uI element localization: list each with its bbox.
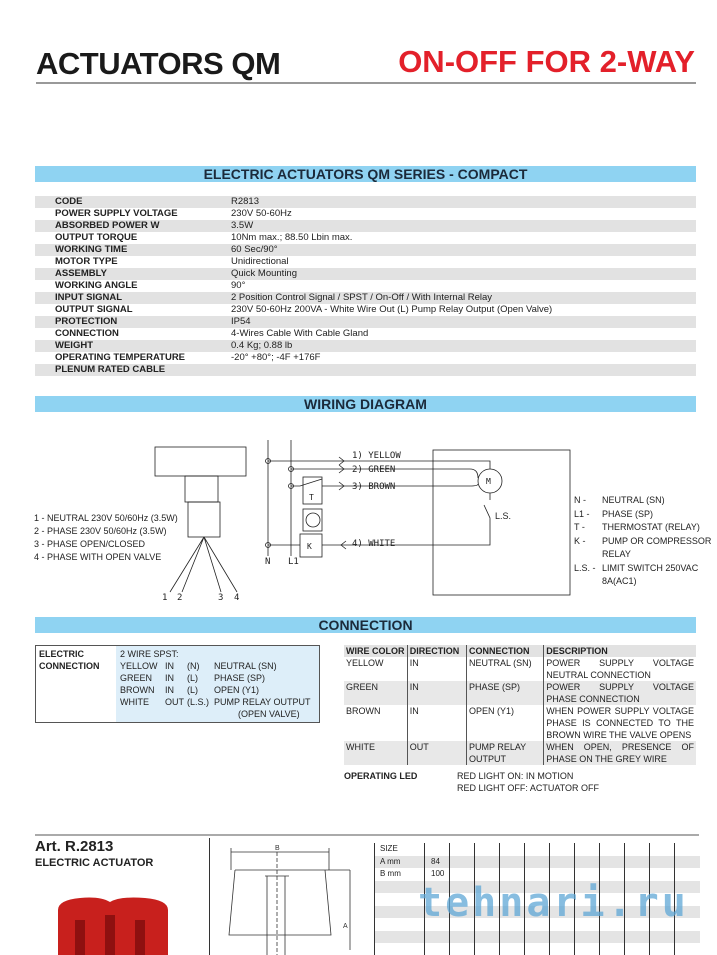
- spec-value: IP54: [231, 316, 251, 327]
- wire-table-cell: OUT: [407, 741, 466, 765]
- wire-table: [344, 645, 696, 765]
- pump-icon: [306, 513, 320, 527]
- symbol-key: K -: [574, 535, 586, 546]
- symbol-key: L1 -: [574, 508, 590, 519]
- wire-table-cell: YELLOW: [346, 658, 384, 668]
- size-table-row: [374, 868, 700, 880]
- wire-table-cell: BROWN: [346, 706, 381, 716]
- connection-cell: (L): [187, 685, 198, 695]
- wire-number-4: 4: [234, 593, 240, 603]
- wire-table-cell: GREEN: [344, 681, 407, 705]
- spec-key: ABSORBED POWER W: [55, 220, 160, 231]
- size-value: 84: [431, 856, 440, 866]
- spec-value: Unidirectional: [231, 256, 289, 267]
- connection-cell: GREEN: [120, 673, 153, 683]
- size-key: B mm: [380, 869, 401, 878]
- spec-key: CONNECTION: [55, 328, 119, 339]
- connection-line: [120, 684, 311, 696]
- symbol-legend-item: [574, 508, 711, 522]
- dimension-b-label: B: [275, 845, 280, 852]
- actuator-head-shape: [155, 447, 246, 476]
- actuator-wires: [170, 537, 237, 592]
- symbol-key: N -: [574, 495, 586, 505]
- wire-table-cell: POWER SUPPLY VOLTAGE PHASE CONNECTION: [544, 681, 696, 705]
- spec-key: POWER SUPPLY VOLTAGE: [55, 208, 178, 219]
- watermark: tehnari.ru: [418, 880, 689, 926]
- wire-legend-item: 3 - PHASE OPEN/CLOSED: [34, 539, 146, 549]
- connection-cell: WHITE: [120, 697, 149, 707]
- spec-value: R2813: [231, 196, 259, 207]
- wire-table-row: [344, 705, 696, 741]
- divider: [35, 834, 699, 836]
- column-header: CONNECTION: [467, 645, 544, 657]
- divider: [209, 838, 210, 955]
- wire-legend-item: 2 - PHASE 230V 50/60Hz (3.5W): [34, 526, 167, 536]
- spec-key: WORKING ANGLE: [55, 280, 138, 291]
- connection-heading: 2 WIRE SPST:: [120, 649, 179, 659]
- connection-cell: BROWN: [120, 685, 155, 695]
- page-title: ACTUATORS QM: [36, 46, 281, 81]
- actuator-neck-shape: [185, 476, 218, 502]
- actuator-cable-gland-shape: [188, 502, 220, 537]
- connection-line: [120, 660, 311, 672]
- connection-cell: OUT: [165, 697, 184, 707]
- connection-cell: IN: [165, 685, 174, 695]
- wire-label-green: 2) GREEN: [352, 465, 396, 475]
- wire-table-row: [344, 741, 696, 765]
- wire-number-3: 3: [218, 593, 224, 603]
- spec-key: OUTPUT TORQUE: [55, 232, 138, 243]
- spec-value: 10Nm max.; 88.50 Lbin max.: [231, 232, 353, 243]
- led-off-text: RED LIGHT OFF: ACTUATOR OFF: [457, 783, 600, 793]
- symbol-legend-item: [574, 562, 711, 576]
- symbol-key: L.S. -: [574, 562, 596, 573]
- connection-cell: PUMP RELAY OUTPUT: [214, 697, 311, 707]
- spec-key: MOTOR TYPE: [55, 256, 118, 267]
- wire-legend-item: 1 - NEUTRAL 230V 50/60Hz (3.5W): [34, 513, 178, 523]
- dimension-drawing: [225, 840, 365, 955]
- symbol-legend: [574, 494, 711, 589]
- wiring-section-header: WIRING DIAGRAM: [35, 396, 696, 412]
- phase-label: L1: [288, 557, 299, 567]
- size-table-row: [374, 931, 700, 943]
- wire-table-cell: PUMP RELAY OUTPUT: [467, 741, 544, 765]
- spec-value: 90°: [231, 280, 246, 291]
- spec-key: PROTECTION: [55, 316, 118, 327]
- relay-label: K: [307, 542, 312, 551]
- spec-value: 3.5W: [231, 220, 254, 231]
- wire-label-brown: 3) BROWN: [352, 482, 396, 492]
- size-value: 100: [431, 869, 445, 878]
- article-title: Art. R.2813: [35, 838, 114, 855]
- connection-cell: (L.S.): [187, 697, 210, 707]
- connection-label: ELECTRIC: [39, 649, 84, 659]
- symbol-desc: 8A(AC1): [602, 576, 637, 586]
- symbol-key: T -: [574, 522, 585, 532]
- connection-section-header: CONNECTION: [35, 617, 696, 633]
- spec-key: CODE: [55, 196, 83, 207]
- spec-value: 230V 50-60Hz 200VA - White Wire Out (L) Pump Relay Output (Open Valve): [231, 304, 553, 315]
- spec-key: WORKING TIME: [55, 244, 128, 255]
- symbol-key: [574, 575, 602, 589]
- wire-number-1: 1: [162, 593, 168, 603]
- size-table-row: [374, 943, 700, 955]
- wire-table-cell: WHITE: [344, 741, 407, 765]
- wire-number-2: 2: [177, 593, 183, 603]
- spec-value: 0.4 Kg; 0.88 lb: [231, 340, 293, 351]
- wire-legend-item: 4 - PHASE WITH OPEN VALVE: [34, 552, 162, 562]
- spec-value: 4-Wires Cable With Cable Gland: [231, 328, 369, 339]
- symbol-legend-item: [574, 535, 711, 549]
- operating-led: [344, 770, 599, 794]
- connection-cell: OPEN (Y1): [214, 685, 260, 695]
- connection-label: CONNECTION: [39, 661, 100, 671]
- thermostat-label: T: [309, 493, 314, 502]
- wire-table-cell: WHEN OPEN, PRESENCE OF PHASE ON THE GREY WIRE: [544, 741, 696, 765]
- spec-key: ASSEMBLY: [55, 268, 107, 279]
- limit-switch-label: L.S.: [495, 511, 512, 521]
- wire-label-yellow: 1) YELLOW: [352, 451, 401, 461]
- size-table-row: [374, 856, 700, 868]
- dimension-a-label: A: [343, 923, 348, 930]
- wire-table-cell: OPEN (Y1): [467, 705, 544, 741]
- wire-table-cell: IN: [407, 657, 466, 681]
- spec-value: 230V 50-60Hz: [231, 208, 292, 219]
- symbol-legend-item: [574, 494, 711, 508]
- wire-table-row: [344, 681, 696, 705]
- wire-table-cell: PHASE (SP): [467, 681, 544, 705]
- wire-legend: [34, 512, 178, 564]
- neutral-label: N: [265, 557, 271, 567]
- wire-table-header: [344, 645, 696, 657]
- connection-cell: (L): [187, 673, 198, 683]
- spec-value: 2 Position Control Signal / SPST / On-Off / With Internal Relay: [231, 292, 493, 303]
- connection-line: [120, 672, 311, 684]
- page-subtitle: ON-OFF FOR 2-WAY: [398, 44, 695, 79]
- wire-table-row: [344, 657, 696, 681]
- symbol-desc: NEUTRAL (SN): [602, 495, 665, 505]
- symbol-legend-item: [574, 548, 711, 562]
- actuator-photo: [40, 880, 190, 955]
- spec-value: -20° +80°; -4F +176F: [231, 352, 321, 363]
- connection-cell: IN: [165, 661, 174, 671]
- connection-cell: (N): [187, 661, 200, 671]
- spec-key: INPUT SIGNAL: [55, 292, 123, 303]
- symbol-legend-item: [574, 521, 711, 535]
- spec-value: Quick Mounting: [231, 268, 298, 279]
- symbol-legend-item: [574, 575, 711, 589]
- wire-arrows: [339, 457, 346, 549]
- wire-label-white: 4) WHITE: [352, 539, 396, 549]
- size-key: A mm: [380, 856, 401, 866]
- led-label: OPERATING LED: [344, 771, 418, 781]
- symbol-desc: THERMOSTAT (RELAY): [602, 522, 700, 532]
- specs-section-header: ELECTRIC ACTUATORS QM SERIES - COMPACT: [35, 166, 696, 182]
- wire-table-cell: IN: [407, 681, 466, 705]
- article-subtitle: ELECTRIC ACTUATOR: [35, 857, 154, 869]
- column-header: WIRE COLOR: [344, 645, 407, 657]
- spec-value: 60 Sec/90°: [231, 244, 278, 255]
- wire-table-cell: WHEN POWER SUPPLY VOLTAGE PHASE IS CONNECTED TO THE BROWN WIRE THE VALVE OPENS: [544, 705, 696, 741]
- connection-line: [120, 696, 311, 708]
- spec-key: OUTPUT SIGNAL: [55, 304, 133, 315]
- motor-label: M: [486, 477, 491, 486]
- symbol-desc: LIMIT SWITCH 250VAC: [602, 562, 699, 573]
- size-label: SIZE: [380, 844, 398, 853]
- column-header: DESCRIPTION: [544, 645, 696, 657]
- connection-cell: PHASE (SP): [214, 673, 266, 683]
- symbol-desc: PUMP OR COMPRESSOR: [602, 535, 712, 546]
- led-on-text: RED LIGHT ON: IN MOTION: [457, 771, 574, 781]
- spec-key: OPERATING TEMPERATURE: [55, 352, 186, 363]
- symbol-desc: RELAY: [602, 549, 631, 559]
- connection-cell: NEUTRAL (SN): [214, 661, 277, 671]
- symbol-desc: PHASE (SP): [602, 508, 654, 519]
- connection-cell: YELLOW: [120, 661, 158, 671]
- spec-key: PLENUM RATED CABLE: [55, 364, 166, 375]
- wire-table-cell: IN: [407, 705, 466, 741]
- wire-table-cell: POWER SUPPLY VOLTAGE NEUTRAL CONNECTION: [544, 657, 696, 681]
- wire-table-cell: NEUTRAL (SN): [467, 657, 544, 681]
- size-table-border: [374, 843, 375, 955]
- electric-connection-box: [35, 645, 320, 723]
- column-header: DIRECTION: [407, 645, 466, 657]
- spec-key: WEIGHT: [55, 340, 93, 351]
- connection-cell: IN: [165, 673, 174, 683]
- symbol-key: [574, 548, 602, 562]
- white-wire: [268, 493, 490, 545]
- connection-line-extra: (OPEN VALVE): [238, 709, 300, 719]
- actuator-housing-box: [433, 450, 570, 595]
